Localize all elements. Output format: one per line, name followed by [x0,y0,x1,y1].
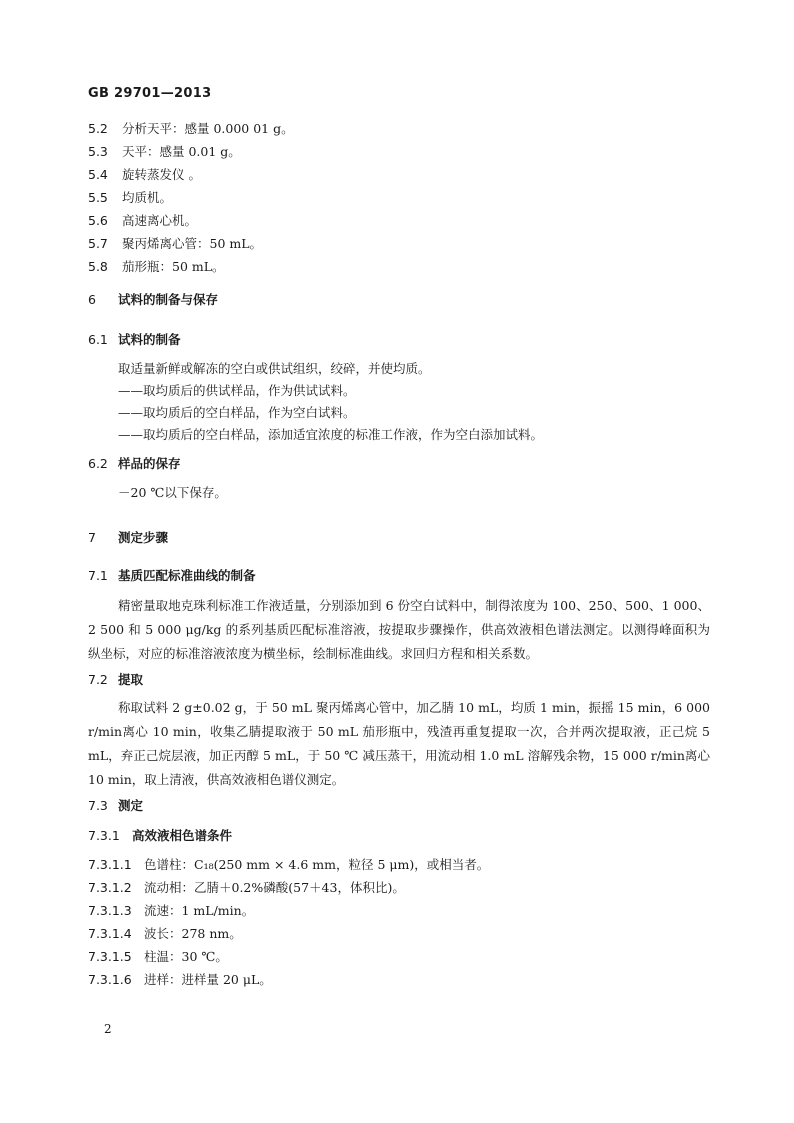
section-title: 高效液相色谱条件 [132,828,233,843]
item-text: 波长：278 nm。 [144,926,242,941]
item-number: 7.3.1.5 [88,949,132,964]
list-item-7-3-1-6 [88,971,272,989]
item-text: 流速：1 mL/min。 [144,903,255,918]
list-item-7-3-1-1 [88,856,489,874]
paragraph-6-2: －20 ℃以下保存。 [118,485,227,500]
item-text: 天平：感量 0.01 g。 [122,144,241,159]
list-item-7-3-1-2 [88,879,405,897]
section-title: 试料的制备 [118,332,181,347]
section-number: 7.3.1 [88,828,120,843]
section-title: 测定步骤 [118,530,169,545]
item-text: 高速离心机。 [122,213,198,228]
section-title: 试料的制备与保存 [118,292,219,307]
dash-item-sample: ——取均质后的供试样品，作为供试试料。 [118,383,356,398]
paragraph-text: 称取试料 2 g±0.02 g，于 50 mL 聚丙烯离心管中，加乙腈 10 mL，均质 1 min，振摇 15 min，6 000 r/min离心 10 min，收集乙腈提取液于 50 mL 茄形瓶中，残渣再重复提取一次，合并两次提取液，正己烷 5 mL，弃正己烷层液，加正丙醇 5 mL，于 50 ℃ 减压蒸干，用流动相 1.0 mL 溶解残余物，15 000 r/min离心 10 min，取上清液，供高效液相色谱仪测定。 [88,700,710,787]
section-number: 6.2 [88,456,108,471]
list-item-5-7 [88,235,262,253]
item-number: 5.2 [88,121,108,136]
paragraph-7-2 [88,696,710,792]
section-heading-7-3 [88,796,143,814]
dash-item-blank: ——取均质后的空白样品，作为空白试料。 [118,405,356,420]
item-text: 柱温：30 ℃。 [144,949,228,964]
paragraph-7-1 [88,594,710,666]
paragraph-6-1-intro: 取适量新鲜或解冻的空白或供试组织，绞碎，并使均质。 [118,361,431,376]
list-item-5-6 [88,212,197,230]
item-number: 7.3.1.2 [88,880,132,895]
item-text: 流动相：乙腈＋0.2%磷酸(57＋43，体积比)。 [144,880,405,895]
section-heading-7-3-1 [88,826,232,844]
section-number: 7.1 [88,568,108,583]
item-text: 旋转蒸发仪 。 [122,167,201,182]
dash-item-spiked: ——取均质后的空白样品，添加适宜浓度的标准工作液，作为空白添加试料。 [118,427,544,442]
section-title: 样品的保存 [118,456,181,471]
item-text: 聚丙烯离心管：50 mL。 [122,236,263,251]
item-number: 5.6 [88,213,108,228]
section-heading-7 [88,528,168,546]
list-item-7-3-1-3 [88,902,254,920]
list-item-5-8 [88,258,225,276]
list-item-7-3-1-4 [88,925,242,943]
item-number: 5.4 [88,167,108,182]
section-title: 测定 [118,798,144,813]
section-number: 6 [88,292,96,307]
list-item-5-3 [88,143,241,161]
item-number: 7.3.1.4 [88,926,132,941]
item-number: 5.5 [88,190,108,205]
section-heading-6 [88,290,218,308]
item-number: 5.8 [88,259,108,274]
section-number: 7.2 [88,672,108,687]
section-number: 7 [88,530,96,545]
item-number: 7.3.1.3 [88,903,132,918]
page-number: 2 [104,1022,112,1036]
section-number: 6.1 [88,332,108,347]
section-heading-7-2 [88,670,143,688]
list-item-5-4 [88,166,201,184]
item-text: 茄形瓶：50 mL。 [122,259,225,274]
section-title: 基质匹配标准曲线的制备 [118,568,256,583]
item-text: 均质机。 [122,190,173,205]
item-number: 5.3 [88,144,108,159]
section-heading-6-2 [88,454,181,472]
list-item-5-2 [88,120,294,138]
item-text: 分析天平：感量 0.000 01 g。 [122,121,294,136]
item-number: 5.7 [88,236,108,251]
section-heading-7-1 [88,566,256,584]
item-text: 进样：进样量 20 μL。 [144,972,272,987]
list-item-7-3-1-5 [88,948,228,966]
section-heading-6-1 [88,330,181,348]
list-item-5-5 [88,189,172,207]
section-number: 7.3 [88,798,108,813]
item-text: 色谱柱：C₁₈(250 mm × 4.6 mm，粒径 5 μm)，或相当者。 [144,857,490,872]
item-number: 7.3.1.1 [88,857,132,872]
item-number: 7.3.1.6 [88,972,132,987]
section-title: 提取 [118,672,144,687]
paragraph-text: 精密量取地克珠利标准工作液适量，分别添加到 6 份空白试料中，制得浓度为 100、250、500、1 000、2 500 和 5 000 μg/kg 的系列基质匹配标准溶液，按提取步骤操作，供高效液相色谱法测定。以测得峰面积为纵坐标，对应的标准溶液浓度为横坐标，绘制标准曲线。求回归方程和相关系数。 [88,598,710,661]
standard-code-header: GB 29701—2013 [88,86,212,101]
